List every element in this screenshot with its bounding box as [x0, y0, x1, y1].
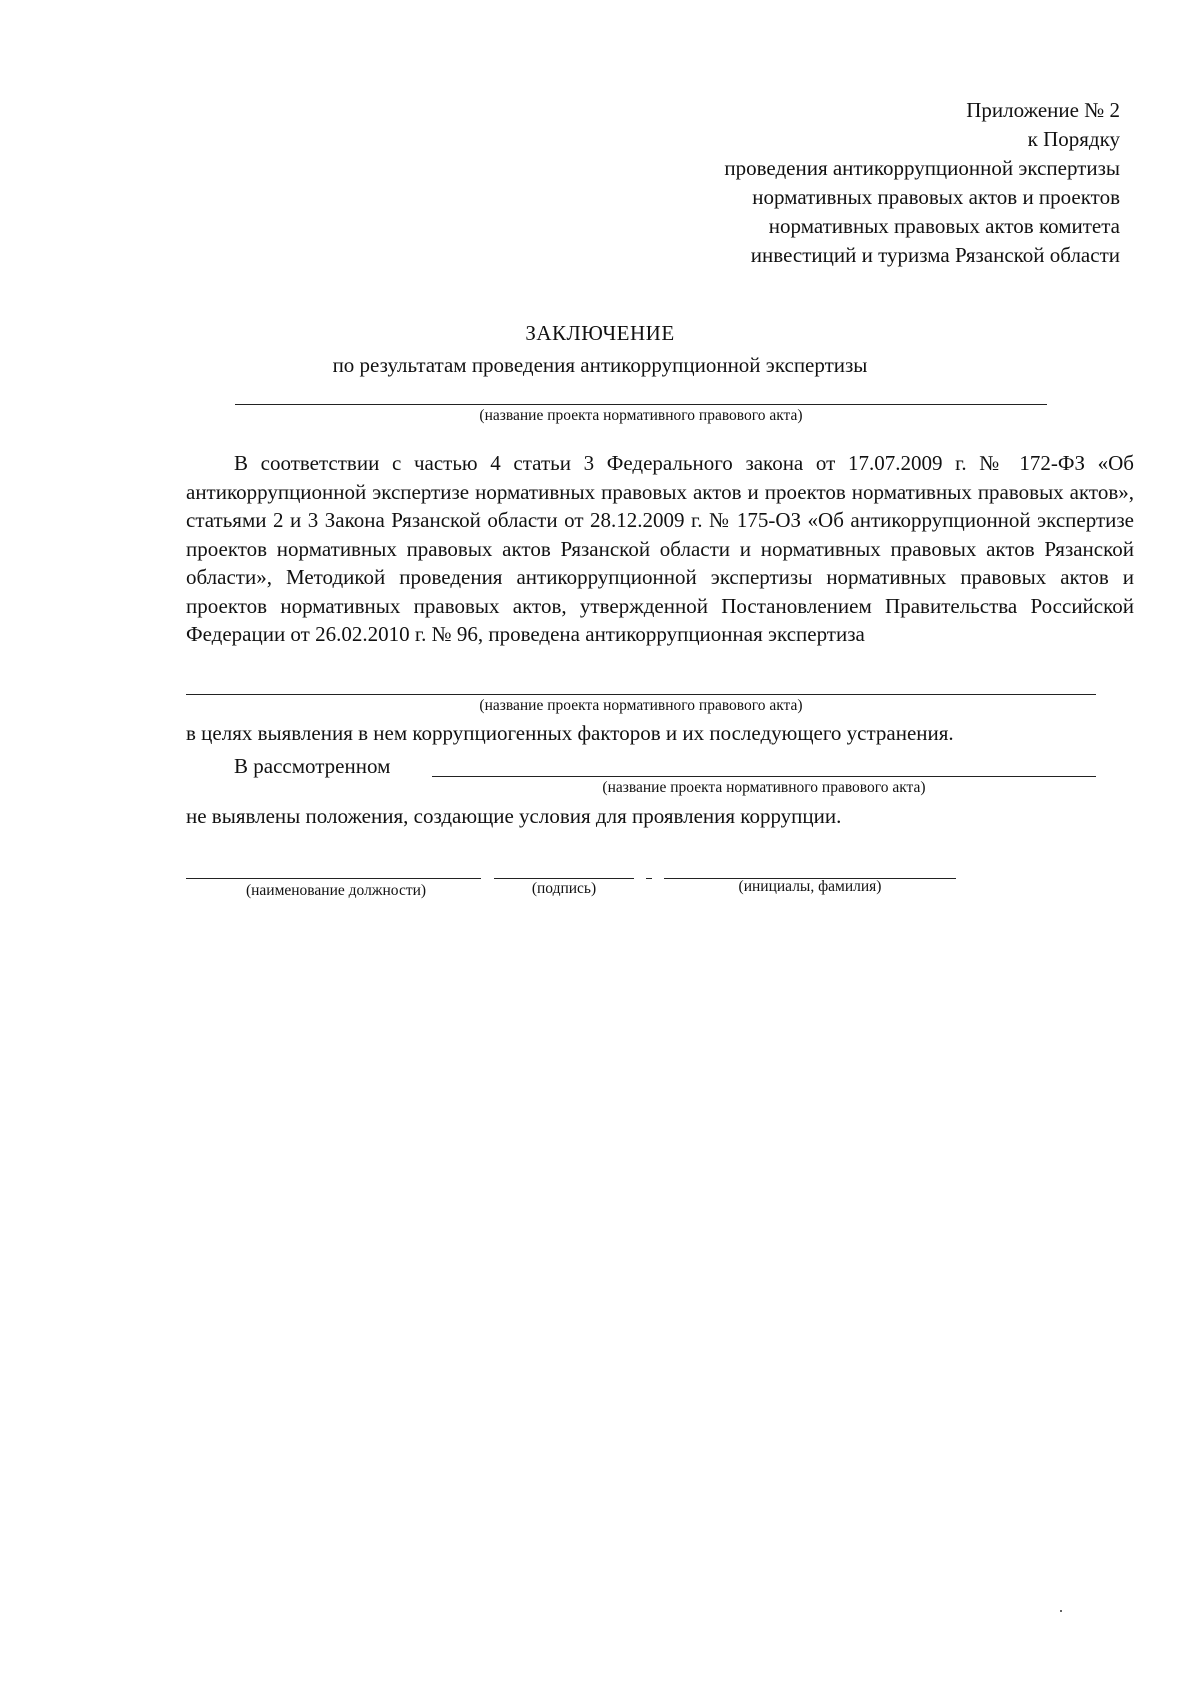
- appendix-line: проведения антикоррупционной экспертизы: [724, 156, 1120, 180]
- considered-label: В рассмотренном: [234, 754, 391, 778]
- appendix-line: нормативных правовых актов комитета: [768, 214, 1120, 238]
- main-paragraph: В соответствии с частью 4 статьи 3 Федерального закона от 17.07.2009 г. № 172-ФЗ «Об антикоррупционной экспертизе нормативных правовых актов и проектов нормативных правовых актов», статьями 2 и 3 Закона Рязанской области от 28.12.2009 г. № 175-ОЗ «Об антикоррупционной экспертизе проектов нормативных правовых актов Рязанской области и нормативных правовых актов Рязанской области», Методикой проведения антикоррупционной экспертизы нормативных правовых актов и проектов нормативных правовых актов, утвержденной Постановлением Правительства Российской Федерации от 26.02.2010 г. № 96, проведена антикоррупционная экспертиза: [186, 451, 1134, 646]
- position-caption: (наименование должности): [245, 882, 427, 899]
- appendix-line: Приложение № 2: [966, 98, 1120, 122]
- appendix-line: нормативных правовых актов и проектов: [752, 185, 1120, 209]
- document-subtitle: по результатам проведения антикоррупционной экспертизы: [332, 353, 868, 377]
- name-caption: (инициалы, фамилия): [738, 878, 882, 895]
- act-name-caption-3: (название проекта нормативного правового акта): [602, 779, 926, 796]
- conclusion-line: не выявлены положения, создающие условия для проявления коррупции.: [186, 804, 842, 828]
- appendix-line: к Порядку: [1027, 127, 1120, 151]
- purpose-line: в целях выявления в нем коррупциогенных факторов и их последующего устранения.: [186, 721, 954, 745]
- signature-blank-line: [494, 878, 634, 879]
- scan-speck: [1060, 1610, 1062, 1612]
- appendix-line: инвестиций и туризма Рязанской области: [750, 243, 1120, 267]
- act-name-blank-line-1: [235, 404, 1047, 405]
- signature-dash: [646, 878, 652, 879]
- act-name-caption-1: (название проекта нормативного правового акта): [479, 407, 803, 424]
- position-blank-line: [186, 878, 481, 879]
- signature-caption: (подпись): [531, 880, 597, 897]
- act-name-blank-line-3: [432, 776, 1096, 777]
- act-name-caption-2: (название проекта нормативного правового акта): [479, 697, 803, 714]
- appendix-header: [560, 96, 1120, 270]
- act-name-blank-line-2: [186, 694, 1096, 695]
- document-title: ЗАКЛЮЧЕНИЕ: [525, 321, 675, 345]
